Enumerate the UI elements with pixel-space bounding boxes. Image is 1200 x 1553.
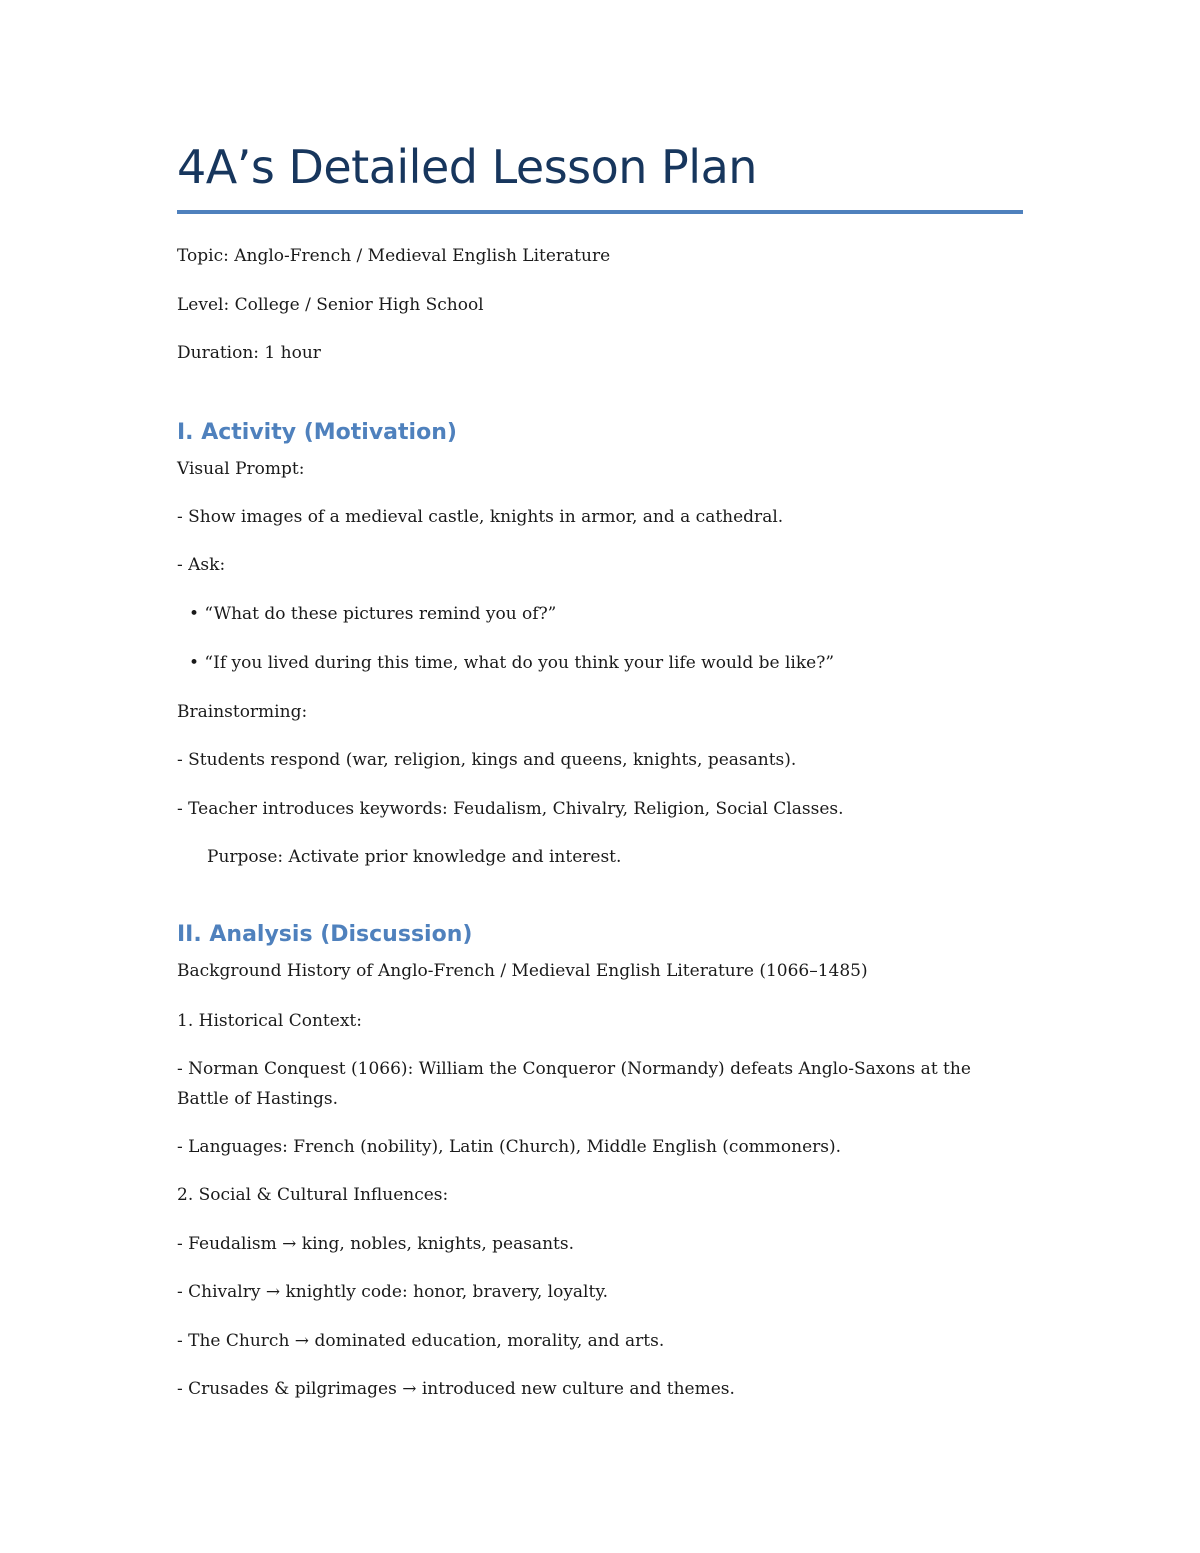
crusades-line: - Crusades & pilgrimages → introduced new culture and themes. bbox=[177, 1379, 735, 1399]
show-images-line: - Show images of a medieval castle, knights in armor, and a cathedral. bbox=[177, 507, 784, 527]
document-title: 4A’s Detailed Lesson Plan bbox=[177, 140, 757, 194]
students-respond-line: - Students respond (war, religion, kings and queens, knights, peasants). bbox=[177, 750, 797, 770]
title-underline bbox=[177, 210, 1023, 214]
visual-prompt-label: Visual Prompt: bbox=[177, 459, 305, 479]
chivalry-line: - Chivalry → knightly code: honor, bravery, loyalty. bbox=[177, 1282, 609, 1302]
brainstorming-label: Brainstorming: bbox=[177, 702, 308, 722]
background-line: Background History of Anglo-French / Medieval English Literature (1066–1485) bbox=[177, 961, 868, 981]
feudalism-line: - Feudalism → king, nobles, knights, peasants. bbox=[177, 1234, 575, 1254]
church-line: - The Church → dominated education, morality, and arts. bbox=[177, 1331, 665, 1351]
ask-line: - Ask: bbox=[177, 555, 226, 575]
languages-line: - Languages: French (nobility), Latin (Church), Middle English (commoners). bbox=[177, 1137, 842, 1157]
level-line: Level: College / Senior High School bbox=[177, 295, 484, 315]
purpose-line: Purpose: Activate prior knowledge and interest. bbox=[207, 847, 622, 867]
section-heading-analysis: II. Analysis (Discussion) bbox=[177, 922, 473, 947]
historical-context-line: 1. Historical Context: bbox=[177, 1011, 362, 1031]
question-bullet-1: • “What do these pictures remind you of?” bbox=[189, 604, 557, 624]
question-bullet-2: • “If you lived during this time, what do you think your life would be like?” bbox=[189, 653, 835, 673]
teacher-keywords-line: - Teacher introduces keywords: Feudalism, Chivalry, Religion, Social Classes. bbox=[177, 799, 844, 819]
section-heading-activity: I. Activity (Motivation) bbox=[177, 420, 457, 445]
topic-line: Topic: Anglo-French / Medieval English Literature bbox=[177, 246, 611, 266]
norman-conquest-line: - Norman Conquest (1066): William the Conqueror (Normandy) defeats Anglo-Saxons at the Battle of Hastings. bbox=[177, 1059, 971, 1109]
duration-line: Duration: 1 hour bbox=[177, 343, 321, 363]
social-cultural-line: 2. Social & Cultural Influences: bbox=[177, 1185, 449, 1205]
